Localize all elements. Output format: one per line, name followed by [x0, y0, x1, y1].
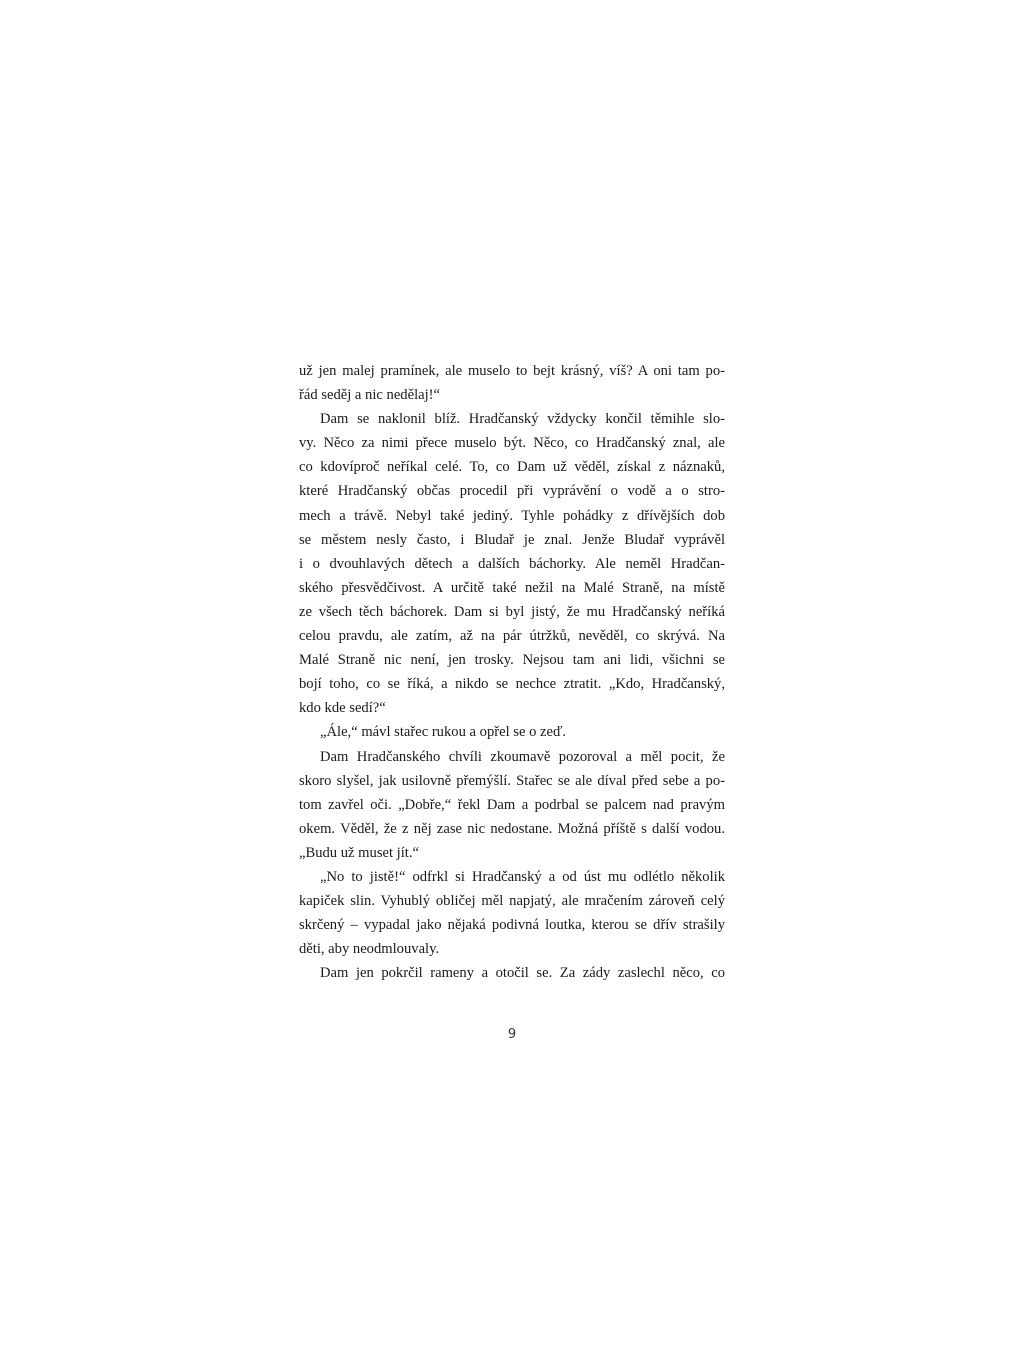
paragraph — [299, 865, 725, 961]
text-line: řád seděj a nic nedělaj!“ — [299, 387, 440, 404]
text-line: kdo kde sedí?“ — [299, 700, 386, 717]
text-line: Dam se naklonil blíž. Hradčanský vždycky končil těmihle slo- — [320, 411, 725, 428]
text-line: okem. Věděl, že z něj zase nic nedostane. Možná příště s další vodou. — [299, 820, 725, 837]
text-line: kapiček slin. Vyhublý obličej měl napjatý, ale mračením zároveň celý — [299, 893, 725, 910]
paragraph — [299, 407, 725, 720]
paragraph — [299, 745, 725, 865]
text-line: které Hradčanský občas procedil při vyprávění o vodě a o stro- — [299, 483, 725, 500]
text-line: „Budu už muset jít.“ — [299, 844, 419, 861]
paragraph — [299, 359, 725, 407]
text-line: bojí toho, co se říká, a nikdo se nechce ztratit. „Kdo, Hradčanský, — [299, 676, 725, 693]
text-line: ze všech těch báchorek. Dam si byl jistý, že mu Hradčanský neříká — [299, 603, 725, 620]
text-line: skrčený – vypadal jako nějaká podivná loutka, kterou se dřív strašily — [299, 917, 725, 934]
paragraph — [299, 720, 725, 744]
text-line: se městem nesly často, i Bludař je znal. Jenže Bludař vyprávěl — [299, 531, 725, 548]
text-line: „Ále,“ mávl stařec rukou a opřel se o zeď. — [320, 724, 567, 741]
text-line: i o dvouhlavých dětech a dalších báchorky. Ale neměl Hradčan- — [299, 555, 725, 572]
text-line: co kdovíproč neříkal celé. To, co Dam už věděl, získal z náznaků, — [299, 459, 725, 476]
text-line: celou pravdu, ale zatím, až na pár útržků, nevěděl, co skrývá. Na — [299, 628, 725, 645]
text-line: tom zavřel oči. „Dobře,“ řekl Dam a podrbal se palcem nad pravým — [299, 796, 725, 813]
text-line: skoro slyšel, jak usilovně přemýšlí. Stařec se ale díval před sebe a po- — [299, 772, 725, 789]
text-line: vy. Něco za nimi přece muselo být. Něco, co Hradčanský znal, ale — [299, 435, 725, 452]
text-line: děti, aby neodmlouvaly. — [299, 941, 440, 958]
text-line: ského přesvědčivost. A určitě také nežil na Malé Straně, na místě — [299, 579, 725, 596]
text-line: Dam Hradčanského chvíli zkoumavě pozoroval a měl pocit, že — [320, 748, 725, 765]
text-line: „No to jistě!“ odfrkl si Hradčanský a od úst mu odlétlo několik — [320, 868, 725, 885]
text-line: mech a trávě. Nebyl také jediný. Tyhle pohádky z dřívějších dob — [299, 507, 725, 524]
text-line: už jen malej pramínek, ale muselo to bejt krásný, víš? A oni tam po- — [299, 363, 725, 379]
page-number: 9 — [507, 1027, 517, 1042]
body-text — [299, 359, 725, 985]
text-line: Dam jen pokrčil rameny a otočil se. Za zády zaslechl něco, co — [320, 965, 725, 982]
text-line: Malé Straně nic není, jen trosky. Nejsou tam ani lidi, všichni se — [299, 652, 725, 669]
paragraph — [299, 961, 725, 985]
